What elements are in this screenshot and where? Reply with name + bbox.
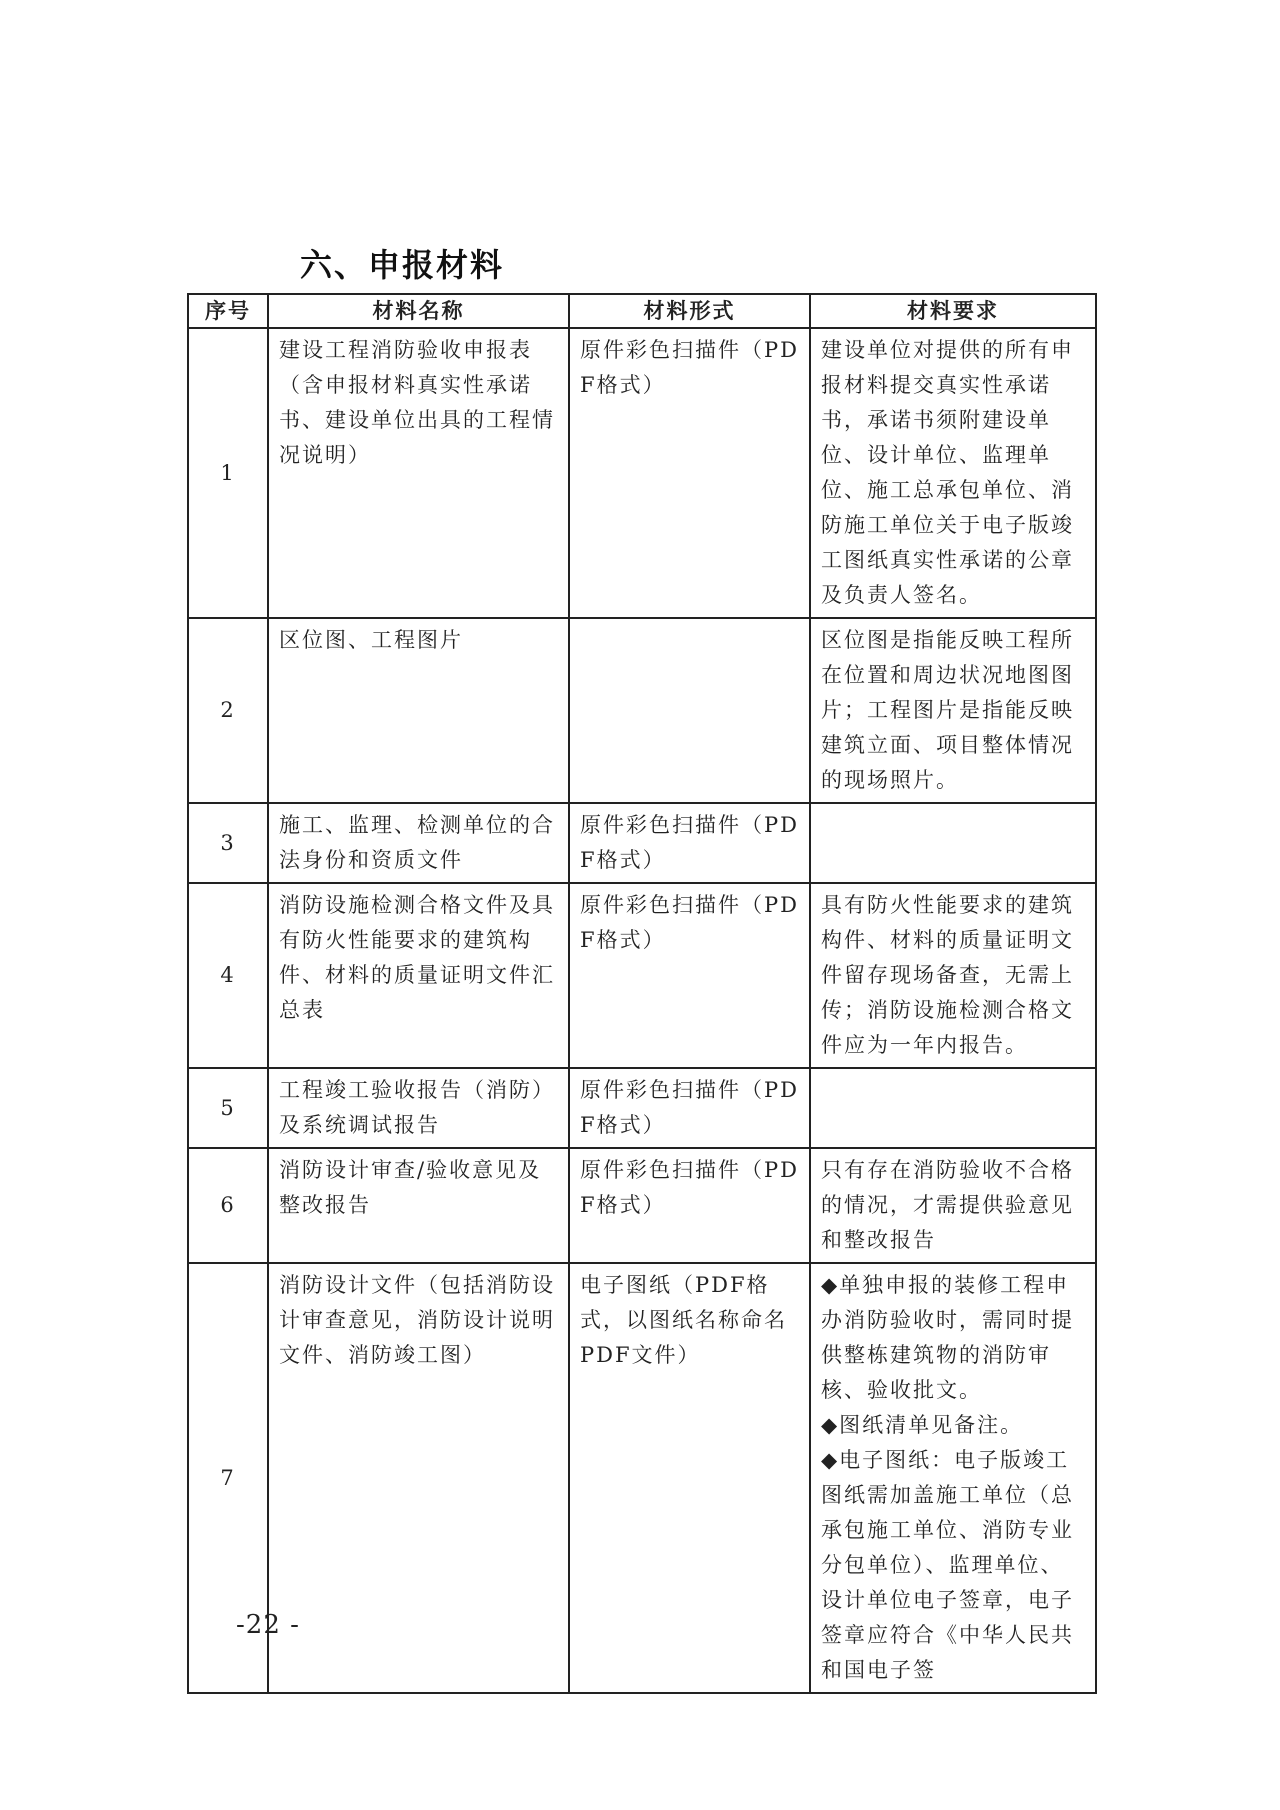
table-row xyxy=(188,1263,1096,1693)
requirement-line: ◆图纸清单见备注。 xyxy=(821,1413,1024,1437)
material-requirement xyxy=(810,883,1096,1068)
material-name: 消防设计审查/验收意见及整改报告 xyxy=(268,1148,569,1263)
material-form xyxy=(569,618,810,803)
row-no: 4 xyxy=(188,883,268,1068)
material-requirement xyxy=(810,803,1096,883)
material-form: 原件彩色扫描件（PDF格式） xyxy=(569,1148,810,1263)
header-form: 材料形式 xyxy=(569,294,810,328)
material-name: 区位图、工程图片 xyxy=(268,618,569,803)
material-name: 建设工程消防验收申报表（含申报材料真实性承诺书、建设单位出具的工程情况说明） xyxy=(268,328,569,618)
material-form: 原件彩色扫描件（PDF格式） xyxy=(569,1068,810,1148)
requirement-line: ◆电子图纸：电子版竣工图纸需加盖施工单位（总承包施工单位、消防专业分包单位）、监理单位、设计单位电子签章，电子签章应符合《中华人民共和国电子签 xyxy=(821,1448,1074,1682)
material-requirement xyxy=(810,1263,1096,1693)
material-requirement xyxy=(810,328,1096,618)
page-number: -22 - xyxy=(236,1610,300,1640)
table-row xyxy=(188,803,1096,883)
header-requirement: 材料要求 xyxy=(810,294,1096,328)
row-no: 2 xyxy=(188,618,268,803)
materials-table xyxy=(187,293,1097,1694)
requirement-line: 只有存在消防验收不合格的情况，才需提供验意见和整改报告 xyxy=(821,1158,1074,1252)
material-requirement xyxy=(810,1148,1096,1263)
material-form: 原件彩色扫描件（PDF格式） xyxy=(569,883,810,1068)
row-no: 7 xyxy=(188,1263,268,1693)
material-name: 消防设计文件（包括消防设计审查意见，消防设计说明文件、消防竣工图） xyxy=(268,1263,569,1693)
requirement-line: 区位图是指能反映工程所在位置和周边状况地图图片；工程图片是指能反映建筑立面、项目整体情况的现场照片。 xyxy=(821,628,1074,792)
table-row xyxy=(188,883,1096,1068)
material-name: 施工、监理、检测单位的合法身份和资质文件 xyxy=(268,803,569,883)
material-name: 消防设施检测合格文件及具有防火性能要求的建筑构件、材料的质量证明文件汇总表 xyxy=(268,883,569,1068)
row-no: 6 xyxy=(188,1148,268,1263)
requirement-line: 建设单位对提供的所有申报材料提交真实性承诺书，承诺书须附建设单位、设计单位、监理单位、施工总承包单位、消防施工单位关于电子版竣工图纸真实性承诺的公章及负责人签名。 xyxy=(821,338,1074,607)
header-name: 材料名称 xyxy=(268,294,569,328)
table-row xyxy=(188,1148,1096,1263)
material-form: 电子图纸（PDF格式，以图纸名称命名PDF文件） xyxy=(569,1263,810,1693)
table-header-row xyxy=(188,294,1096,328)
material-form: 原件彩色扫描件（PDF格式） xyxy=(569,328,810,618)
header-no: 序号 xyxy=(188,294,268,328)
section-title: 六、申报材料 xyxy=(300,246,505,284)
material-requirement xyxy=(810,1068,1096,1148)
material-requirement xyxy=(810,618,1096,803)
material-name: 工程竣工验收报告（消防）及系统调试报告 xyxy=(268,1068,569,1148)
requirement-line: 具有防火性能要求的建筑构件、材料的质量证明文件留存现场备查，无需上传；消防设施检测合格文件应为一年内报告。 xyxy=(821,893,1074,1057)
requirement-line: ◆单独申报的装修工程申办消防验收时，需同时提供整栋建筑物的消防审核、验收批文。 xyxy=(821,1273,1074,1402)
table-row xyxy=(188,618,1096,803)
row-no: 5 xyxy=(188,1068,268,1148)
row-no: 1 xyxy=(188,328,268,618)
table-row xyxy=(188,328,1096,618)
material-form: 原件彩色扫描件（PDF格式） xyxy=(569,803,810,883)
table-row xyxy=(188,1068,1096,1148)
row-no: 3 xyxy=(188,803,268,883)
